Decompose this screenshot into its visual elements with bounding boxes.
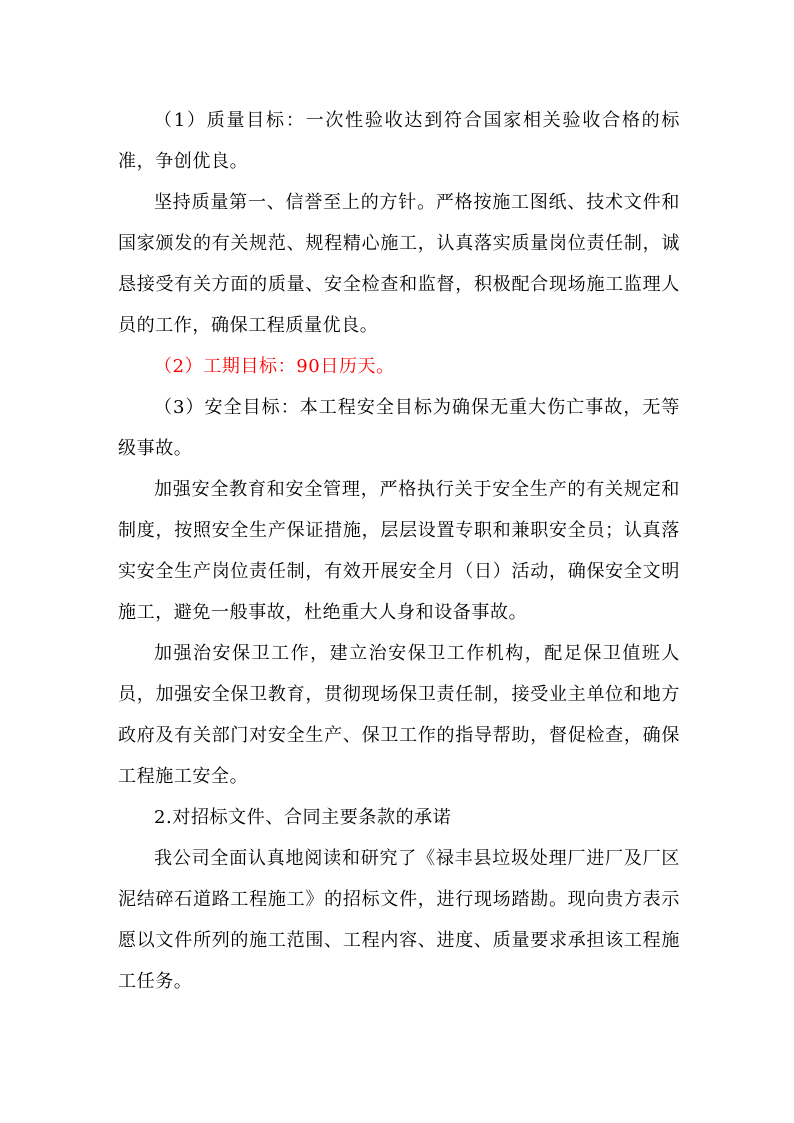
schedule-target-paragraph: （2）工期目标：90日历天。 <box>154 356 395 377</box>
quality-target-paragraph: （1）质量目标：一次性验收达到符合国家相关验收合格的标准，争创优良。 <box>118 110 680 172</box>
safety-management-paragraph: 加强安全教育和安全管理，严格执行关于安全生产的有关规定和制度，按照安全生产保证措施，层层设置专职和兼职安全员；认真落实安全生产岗位责任制，有效开展安全月（日）活动，确保安全文明施工，避免一般事故，杜绝重大人身和设备事故。 <box>118 479 680 623</box>
section-heading: 2.对招标文件、合同主要条款的承诺 <box>154 807 452 828</box>
safety-target-paragraph: （3）安全目标：本工程安全目标为确保无重大伤亡事故，无等级事故。 <box>118 397 680 459</box>
security-work-paragraph: 加强治安保卫工作，建立治安保卫工作机构，配足保卫值班人员，加强安全保卫教育，贯彻现场保卫责任制，接受业主单位和地方政府及有关部门对安全生产、保卫工作的指导帮助，督促检查，确保工程施工安全。 <box>118 643 680 787</box>
commitment-paragraph: 我公司全面认真地阅读和研究了《禄丰县垃圾处理厂进厂及厂区泥结碎石道路工程施工》的招标文件，进行现场踏勘。现向贵方表示愿以文件所列的施工范围、工程内容、进度、质量要求承担该工程施工任务。 <box>118 848 680 992</box>
document-body <box>118 100 680 1002</box>
quality-policy-paragraph: 坚持质量第一、信誉至上的方针。严格按施工图纸、技术文件和国家颁发的有关规范、规程精心施工，认真落实质量岗位责任制，诚恳接受有关方面的质量、安全检查和监督，积极配合现场施工监理人员的工作，确保工程质量优良。 <box>118 192 680 336</box>
